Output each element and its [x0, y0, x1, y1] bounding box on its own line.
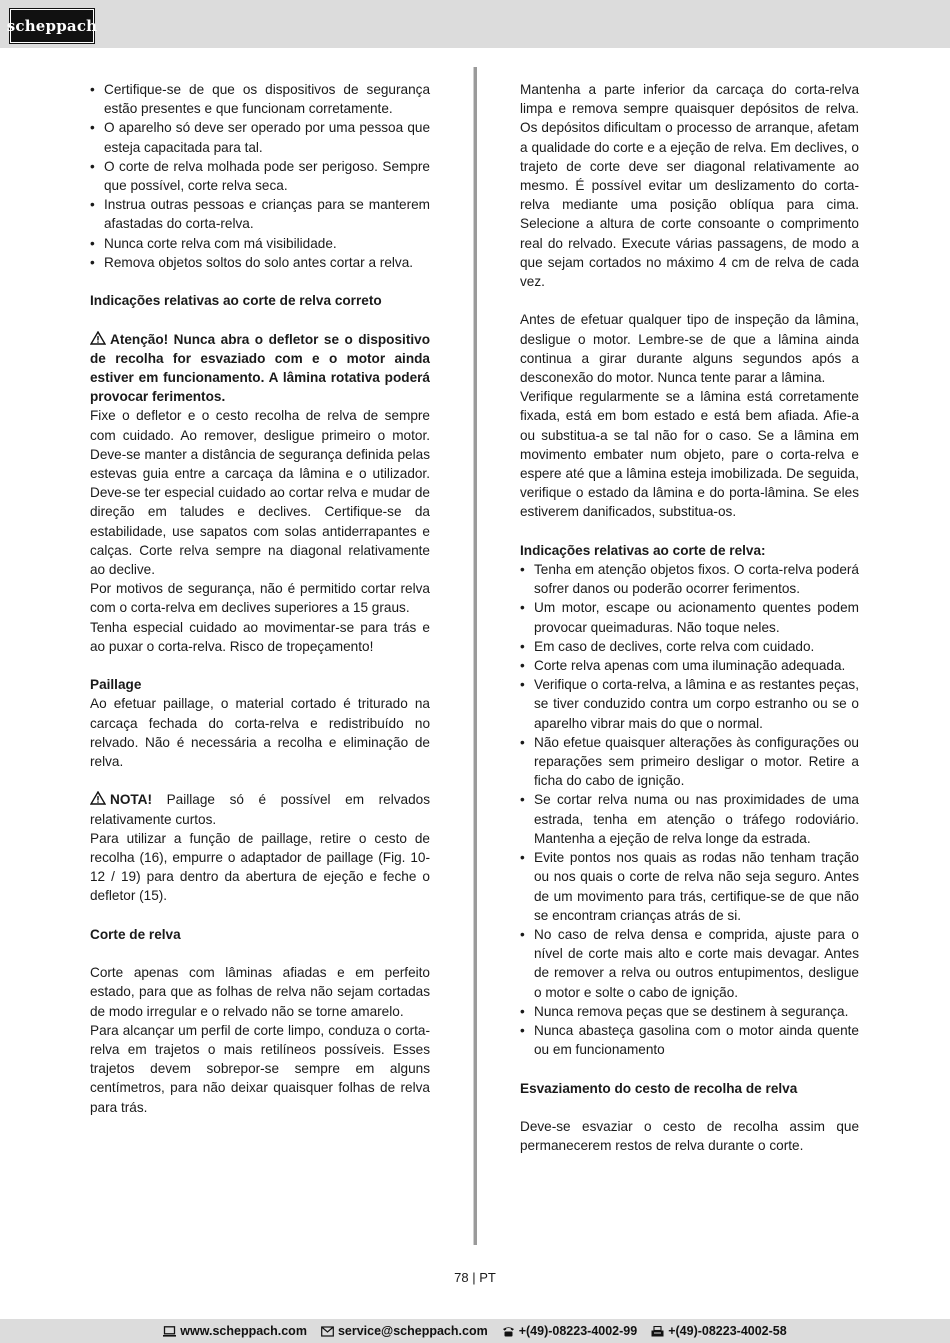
footer-fax[interactable]	[651, 1324, 787, 1338]
list-item: • Nunca remova peças que se destinem à segurança.	[520, 1002, 859, 1021]
list-item: • O corte de relva molhada pode ser perigoso. Sempre que possível, corte relva seca.	[90, 157, 430, 195]
paragraph: Tenha especial cuidado ao movimentar-se para trás e ao puxar o corta-relva. Risco de tropeçamento!	[90, 619, 430, 654]
paragraph: Ao efetuar paillage, o material cortado é triturado na carcaça fechada do corta-relva e redistribuído no relvado. Não é necessária a recolha e eliminação de relva.	[90, 696, 430, 770]
footer-website[interactable]	[163, 1324, 307, 1338]
left-column	[90, 80, 430, 1117]
footer-fax-text[interactable]: +(49)-08223-4002-58	[668, 1324, 787, 1338]
note-text: Paillage só é possível em relvados relativamente curtos.	[90, 792, 430, 827]
heading-cutting-indications: Indicações relativas ao corte de relva:	[520, 542, 766, 558]
warning-triangle-icon	[90, 331, 106, 345]
footer-phone[interactable]	[502, 1324, 638, 1338]
list-item: • Não efetue quaisquer alterações às configurações ou reparações sem primeiro desligar o motor. Retire a ficha do cabo de ignição.	[520, 733, 859, 791]
list-item: • Certifique-se de que os dispositivos de segurança estão presentes e que funcionam corretamente.	[90, 80, 430, 118]
note-label: NOTA!	[110, 792, 153, 808]
paragraph: Fixe o defletor e o cesto recolha de relva de sempre com cuidado. Ao remover, desligue primeiro o motor. Deve-se manter a distância de segurança definida pelas estevas guia entre a carcaça da lâmina e o utilizador. Deve-se ter especial cuidado ao cortar relva e mudar de direção em taludes e declives. Certifique-se da estabilidade, use sapatos com solas antiderrapantes e calças. Corte relva sempre na diagonal relativamente ao declive.	[90, 408, 430, 578]
warning-text: Atenção! Nunca abra o defletor se o dispositivo de recolha for esvaziado com e o motor ainda estiver em funcionamento. A lâmina rotativa poderá provocar ferimentos.	[90, 331, 430, 405]
footer-email-text[interactable]: service@scheppach.com	[337, 1324, 488, 1338]
right-column	[520, 80, 859, 1155]
note-paragraph	[90, 790, 430, 828]
heading-corte-relva: Corte de relva	[90, 926, 181, 942]
paragraph: Para alcançar um perfil de corte limpo, conduza o corta-relva em trajetos o mais retilíneos possíveis. Esses trajetos devem sobrepor-se sempre em alguns centímetros, para não deixar quaisquer folhas de relva para trás.	[90, 1022, 430, 1115]
heading-correct-cutting: Indicações relativas ao corte de relva correto	[90, 293, 382, 309]
heading-emptying-basket: Esvaziamento do cesto de recolha de relva	[520, 1080, 798, 1096]
paragraph: Corte apenas com lâminas afiadas e em perfeito estado, para que as folhas de relva não sejam cortadas de modo irregular e o relvado não se torne amarelo.	[90, 965, 430, 1019]
column-divider	[473, 67, 477, 1245]
list-item: • Tenha em atenção objetos fixos. O corta-relva poderá sofrer danos ou poderão ocorrer ferimentos.	[520, 560, 859, 598]
paragraph: Mantenha a parte inferior da carcaça do corta-relva limpa e remova sempre quaisquer depósitos de relva. Os depósitos dificultam o processo de arranque, afetam a qualidade do corte e a ejeção de relva. Em declives, o trajeto de corte deve ser diagonal relativamente ao mesmo. É possível evitar um deslizamento do corta-relva mediante uma posição oblíqua para cima. Selecione a altura de corte consoante o comprimento real do relvado. Execute várias passagens, de modo a que sejam cortados no máximo 4 cm de relva de cada vez.	[520, 82, 859, 290]
fax-icon	[651, 1326, 664, 1337]
phone-icon	[502, 1326, 515, 1337]
warning-triangle-icon	[90, 791, 106, 805]
list-item: • Se cortar relva numa ou nas proximidades de uma estrada, tenha em atenção o tráfego rodoviário. Mantenha a ejeção de relva longe da estrada.	[520, 790, 859, 848]
computer-icon	[163, 1326, 176, 1337]
header-band	[0, 0, 950, 48]
list-item: • Nunca abasteça gasolina com o motor ainda quente ou em funcionamento	[520, 1021, 859, 1059]
cutting-bullet-list	[520, 560, 859, 1059]
list-item: • No caso de relva densa e comprida, ajuste para o nível de corte mais alto e corte mais devagar. Antes de remover a relva ou outros entupimentos, desligue o motor e solte o cabo de ignição.	[520, 925, 859, 1002]
paragraph: Deve-se esvaziar o cesto de recolha assim que permanecerem restos de relva durante o corte.	[520, 1118, 859, 1154]
heading-paillage: Paillage	[90, 677, 142, 693]
paragraph: Por motivos de segurança, não é permitido cortar relva com o corta-relva em declives superiores a 15 graus.	[90, 581, 430, 616]
safety-bullet-list	[90, 80, 430, 272]
paragraph: Verifique regularmente se a lâmina está corretamente fixada, está em bom estado e está bem afiada. Afie-a ou substitua-a se tal não for o caso. Se a lâmina em movimento embater num objeto, pare o corta-relva e espere até que a lâmina esteja imobilizada. De seguida, verifique o estado da lâmina e do porta-lâmina. Se eles estiverem danificados, substitua-os.	[520, 389, 859, 520]
list-item: • Verifique o corta-relva, a lâmina e as restantes peças, se tiver conduzido contra um corpo estranho ou se o aparelho vibrar mais do que o normal.	[520, 675, 859, 733]
footer-phone-text[interactable]: +(49)-08223-4002-99	[518, 1324, 638, 1338]
paragraph: Para utilizar a função de paillage, retire o cesto de recolha (16), empurre o adaptador de paillage (Fig. 10-12 / 19) para dentro da abertura de ejeção e feche o defletor (15).	[90, 830, 430, 904]
footer-website-text[interactable]: www.scheppach.com	[180, 1324, 307, 1338]
list-item: • Evite pontos nos quais as rodas não tenham tração ou nos quais o corte de relva não seja seguro. Antes de um movimento para trás, certifique-se de que não se encontram crianças atrás de si.	[520, 848, 859, 925]
page-number: 78 | PT	[454, 1270, 496, 1285]
list-item: • Remova objetos soltos do solo antes cortar a relva.	[90, 253, 430, 272]
list-item: • Nunca corte relva com má visibilidade.	[90, 234, 430, 253]
paragraph: Antes de efetuar qualquer tipo de inspeção da lâmina, desligue o motor. Lembre-se de que a lâmina ainda continua a girar durante alguns segundos após a desconexão do motor. Nunca tente parar a lâmina.	[520, 312, 859, 386]
footer-email[interactable]	[321, 1324, 488, 1338]
scheppach-logo: scheppach	[10, 9, 94, 43]
list-item: • Instrua outras pessoas e crianças para se manterem afastadas do corta-relva.	[90, 195, 430, 233]
list-item: • Um motor, escape ou acionamento quentes podem provocar queimaduras. Não toque neles.	[520, 598, 859, 636]
footer-band	[0, 1319, 950, 1343]
list-item: • Em caso de declives, corte relva com cuidado.	[520, 637, 859, 656]
list-item: • Corte relva apenas com uma iluminação adequada.	[520, 656, 859, 675]
list-item: • O aparelho só deve ser operado por uma pessoa que esteja capacitada para tal.	[90, 118, 430, 156]
warning-paragraph	[90, 330, 430, 407]
email-icon	[321, 1326, 334, 1337]
